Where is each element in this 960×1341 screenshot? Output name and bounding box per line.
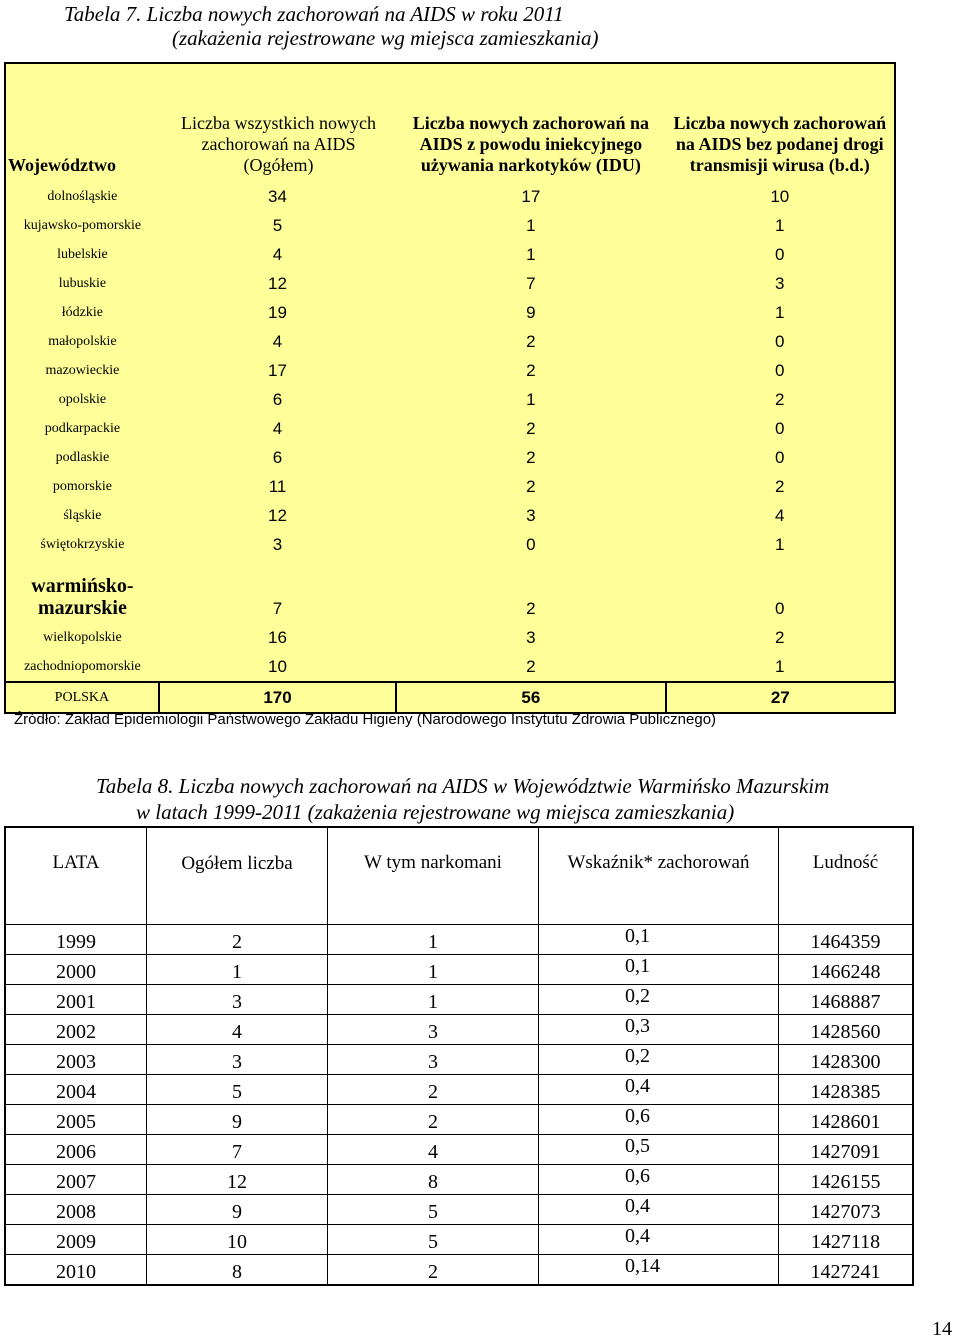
table8-cell-drug: 2 — [328, 1105, 539, 1135]
table7-cell-all: 11 — [268, 476, 287, 496]
table7-cell-bd: 2 — [775, 627, 785, 647]
table8-cell-drug: 1 — [328, 925, 539, 955]
table8-header-row — [5, 827, 913, 925]
table8-cell-drug: 5 — [328, 1195, 539, 1225]
table7-cell-bd: 0 — [775, 447, 785, 467]
table8-cell-total: 8 — [147, 1255, 328, 1286]
table8-cell-drug: 1 — [328, 955, 539, 985]
table8-cell-drug: 3 — [328, 1045, 539, 1075]
total-name: POLSKA — [5, 682, 159, 713]
table7-cell-name: zachodniopomorskie — [24, 658, 141, 674]
table7-row — [5, 240, 895, 269]
table7-cell-idu: 2 — [526, 418, 536, 438]
table8-row — [5, 1165, 913, 1195]
table7-cell-idu: 1 — [526, 244, 536, 264]
table7-cell-all: 34 — [268, 186, 287, 206]
table7-cell-name: podkarpackie — [44, 420, 121, 436]
table7-row — [5, 559, 895, 623]
table8 — [4, 826, 914, 1286]
table8-cell-drug: 5 — [328, 1225, 539, 1255]
total-idu: 56 — [396, 682, 665, 713]
table7-row — [5, 211, 895, 240]
table8-cell-total: 9 — [147, 1105, 328, 1135]
table8-cell-year: 2009 — [5, 1225, 147, 1255]
table8-cell-total: 1 — [147, 955, 328, 985]
table8-cell-year: 2004 — [5, 1075, 147, 1105]
table8-cell-total: 5 — [147, 1075, 328, 1105]
table7-row — [5, 652, 895, 682]
table8-row — [5, 1195, 913, 1225]
table7-row — [5, 298, 895, 327]
table8-cell-year: 2002 — [5, 1015, 147, 1045]
table7-cell-name: dolnośląskie — [47, 188, 118, 204]
table7-row — [5, 385, 895, 414]
table7-row — [5, 472, 895, 501]
table7-cell-bd: 0 — [775, 418, 785, 438]
header-ogolem: Ogółem liczba — [147, 827, 328, 925]
table7-cell-all: 6 — [272, 389, 283, 409]
table7-cell-bd: 0 — [775, 331, 785, 351]
table8-row — [5, 1225, 913, 1255]
table7-cell-bd: 1 — [775, 302, 785, 322]
table7-total-row — [5, 682, 895, 713]
table8-cell-total: 2 — [147, 925, 328, 955]
table8-cell-rate: 0,14 — [539, 1255, 779, 1286]
table7 — [4, 62, 896, 714]
table7-cell-idu: 3 — [526, 627, 536, 647]
table7-cell-idu: 0 — [526, 534, 536, 554]
total-all: 170 — [159, 682, 396, 713]
header-idu-cases: Liczba nowych zachorowań na AIDS z powodu iniekcyjnego używania narkotyków (IDU) — [412, 113, 649, 175]
table7-cell-bd: 2 — [775, 476, 785, 496]
table8-cell-drug: 4 — [328, 1135, 539, 1165]
table7-cell-name: lubuskie — [58, 275, 107, 291]
table8-cell-pop: 1428300 — [779, 1045, 914, 1075]
table8-cell-drug: 2 — [328, 1075, 539, 1105]
table8-cell-pop: 1464359 — [779, 925, 914, 955]
table7-cell-all: 17 — [268, 360, 287, 380]
table8-cell-pop: 1428560 — [779, 1015, 914, 1045]
table8-cell-rate: 0,1 — [539, 955, 779, 985]
table7-cell-all: 10 — [268, 656, 287, 676]
header-ludnosc: Ludność — [779, 827, 914, 925]
table7-row — [5, 182, 895, 211]
table7-cell-bd: 1 — [775, 534, 785, 554]
table7-cell-idu: 2 — [526, 331, 536, 351]
table7-cell-bd: 10 — [770, 186, 790, 206]
table7-title-line2: (zakażenia rejestrowane wg miejsca zamieszkania) — [172, 26, 599, 50]
table8-cell-pop: 1428601 — [779, 1105, 914, 1135]
table8-cell-rate: 0,4 — [539, 1225, 779, 1255]
table7-cell-name: śląskie — [63, 507, 102, 523]
header-all-cases: Liczba wszystkich nowych zachorowań na AIDS (Ogółem) — [181, 113, 376, 175]
table8-cell-drug: 8 — [328, 1165, 539, 1195]
table8-cell-year: 1999 — [5, 925, 147, 955]
table7-cell-bd: 0 — [775, 244, 785, 264]
table8-cell-drug: 2 — [328, 1255, 539, 1286]
table7-title-line1: Tabela 7. Liczba nowych zachorowań na AIDS w roku 2011 — [64, 2, 564, 26]
table7-cell-idu: 2 — [526, 599, 536, 618]
table7-cell-idu: 2 — [526, 447, 536, 467]
table7-cell-name: lubelskie — [57, 246, 108, 262]
table7-row — [5, 530, 895, 559]
table7-cell-all: 16 — [268, 627, 287, 647]
table8-cell-pop: 1466248 — [779, 955, 914, 985]
table7-cell-all: 12 — [268, 505, 287, 525]
table8-cell-year: 2000 — [5, 955, 147, 985]
table8-cell-drug: 3 — [328, 1015, 539, 1045]
table8-cell-rate: 0,1 — [539, 925, 779, 955]
table7-cell-idu: 3 — [526, 505, 536, 525]
table8-cell-year: 2010 — [5, 1255, 147, 1286]
table7-cell-idu: 9 — [526, 302, 536, 322]
table7-cell-all: 4 — [272, 418, 283, 438]
table8-cell-rate: 0,5 — [539, 1135, 779, 1165]
table7-cell-idu: 1 — [526, 215, 536, 235]
table7-cell-idu: 2 — [526, 476, 536, 496]
table7-cell-name: podlaskie — [55, 449, 110, 465]
table8-title — [96, 773, 829, 825]
table8-cell-pop: 1427091 — [779, 1135, 914, 1165]
table7-cell-all: 4 — [272, 244, 283, 264]
table7-cell-all: 3 — [272, 534, 283, 554]
header-bd-cases: Liczba nowych zachorowań na AIDS bez podanej drogi transmisji wirusa (b.d.) — [673, 113, 887, 175]
table7-cell-idu: 7 — [526, 273, 536, 293]
table8-cell-pop: 1426155 — [779, 1165, 914, 1195]
table7-cell-bd: 1 — [775, 215, 785, 235]
table8-cell-pop: 1428385 — [779, 1075, 914, 1105]
table8-cell-total: 3 — [147, 985, 328, 1015]
table8-cell-total: 9 — [147, 1195, 328, 1225]
table7-cell-bd: 0 — [775, 360, 785, 380]
table7-row — [5, 414, 895, 443]
table7-cell-all: 4 — [272, 331, 283, 351]
table7-cell-bd: 3 — [775, 273, 785, 293]
table7-cell-all: 5 — [272, 215, 283, 235]
table8-cell-rate: 0,4 — [539, 1075, 779, 1105]
table7-cell-bd: 1 — [775, 656, 785, 676]
table8-cell-year: 2008 — [5, 1195, 147, 1225]
table7-row — [5, 443, 895, 472]
table7-cell-name: małopolskie — [48, 333, 117, 349]
table7-cell-name: świętokrzyskie — [40, 536, 125, 552]
table8-cell-pop: 1468887 — [779, 985, 914, 1015]
table7-cell-name: kujawsko-pomorskie — [23, 217, 142, 233]
table7-cell-name: warmińsko-mazurskie — [31, 575, 134, 619]
table8-cell-rate: 0,3 — [539, 1015, 779, 1045]
table8-cell-total: 3 — [147, 1045, 328, 1075]
table8-cell-year: 2003 — [5, 1045, 147, 1075]
header-lata: LATA — [5, 827, 147, 925]
table7-cell-bd: 0 — [775, 599, 785, 618]
table7-cell-idu: 2 — [526, 656, 536, 676]
table8-cell-year: 2006 — [5, 1135, 147, 1165]
table8-row — [5, 1105, 913, 1135]
table7-cell-all: 12 — [268, 273, 287, 293]
table8-row — [5, 1045, 913, 1075]
table8-cell-rate: 0,2 — [539, 985, 779, 1015]
table8-cell-total: 12 — [147, 1165, 328, 1195]
table7-cell-idu: 17 — [521, 186, 541, 206]
table7-row — [5, 623, 895, 652]
table8-cell-pop: 1427241 — [779, 1255, 914, 1286]
table8-cell-year: 2005 — [5, 1105, 147, 1135]
table8-cell-total: 10 — [147, 1225, 328, 1255]
table8-cell-rate: 0,4 — [539, 1195, 779, 1225]
table7-header-row — [5, 63, 895, 182]
table8-row — [5, 925, 913, 955]
table7-cell-idu: 2 — [526, 360, 536, 380]
table8-cell-rate: 0,6 — [539, 1165, 779, 1195]
table8-cell-year: 2007 — [5, 1165, 147, 1195]
table7-row — [5, 356, 895, 385]
table8-cell-rate: 0,2 — [539, 1045, 779, 1075]
table7-cell-name: mazowieckie — [45, 362, 120, 378]
table7-cell-bd: 4 — [775, 505, 785, 525]
page-number: 14 — [932, 1318, 952, 1340]
table7-cell-name: opolskie — [58, 391, 107, 407]
table7-cell-all: 7 — [272, 599, 283, 618]
table8-cell-total: 7 — [147, 1135, 328, 1165]
table8-cell-rate: 0,6 — [539, 1105, 779, 1135]
table7-cell-bd: 2 — [775, 389, 785, 409]
table7-row — [5, 327, 895, 356]
table8-row — [5, 1015, 913, 1045]
table8-cell-drug: 1 — [328, 985, 539, 1015]
table7-cell-all: 19 — [268, 302, 287, 322]
total-bd: 27 — [666, 682, 895, 713]
table8-row — [5, 985, 913, 1015]
table7-cell-name: wielkopolskie — [43, 629, 122, 645]
table7-title — [64, 2, 599, 50]
table8-cell-total: 4 — [147, 1015, 328, 1045]
table8-cell-year: 2001 — [5, 985, 147, 1015]
table8-title-line2: w latach 1999-2011 (zakażenia rejestrowane wg miejsca zamieszkania) — [136, 800, 735, 824]
table8-row — [5, 1135, 913, 1165]
table7-cell-all: 6 — [272, 447, 283, 467]
table8-cell-pop: 1427118 — [779, 1225, 914, 1255]
table8-row — [5, 955, 913, 985]
table8-cell-pop: 1427073 — [779, 1195, 914, 1225]
header-wojewodztwo: Województwo — [8, 155, 116, 175]
table7-cell-name: pomorskie — [52, 478, 112, 494]
header-wskaznik: Wskaźnik* zachorowań — [539, 827, 779, 925]
table7-row — [5, 269, 895, 298]
table7-cell-idu: 1 — [526, 389, 536, 409]
table8-row — [5, 1255, 913, 1286]
table8-row — [5, 1075, 913, 1105]
table7-row — [5, 501, 895, 530]
table8-title-line1: Tabela 8. Liczba nowych zachorowań na AIDS w Województwie Warmińsko Mazurskim — [96, 774, 830, 798]
table7-cell-name: łódzkie — [61, 304, 104, 320]
table7-source-note: Źródło: Zakład Epidemiologii Państwowego Zakładu Higieny (Narodowego Instytutu Zdrowia Publicznego) — [14, 711, 717, 728]
header-narkomani: W tym narkomani — [328, 827, 539, 925]
